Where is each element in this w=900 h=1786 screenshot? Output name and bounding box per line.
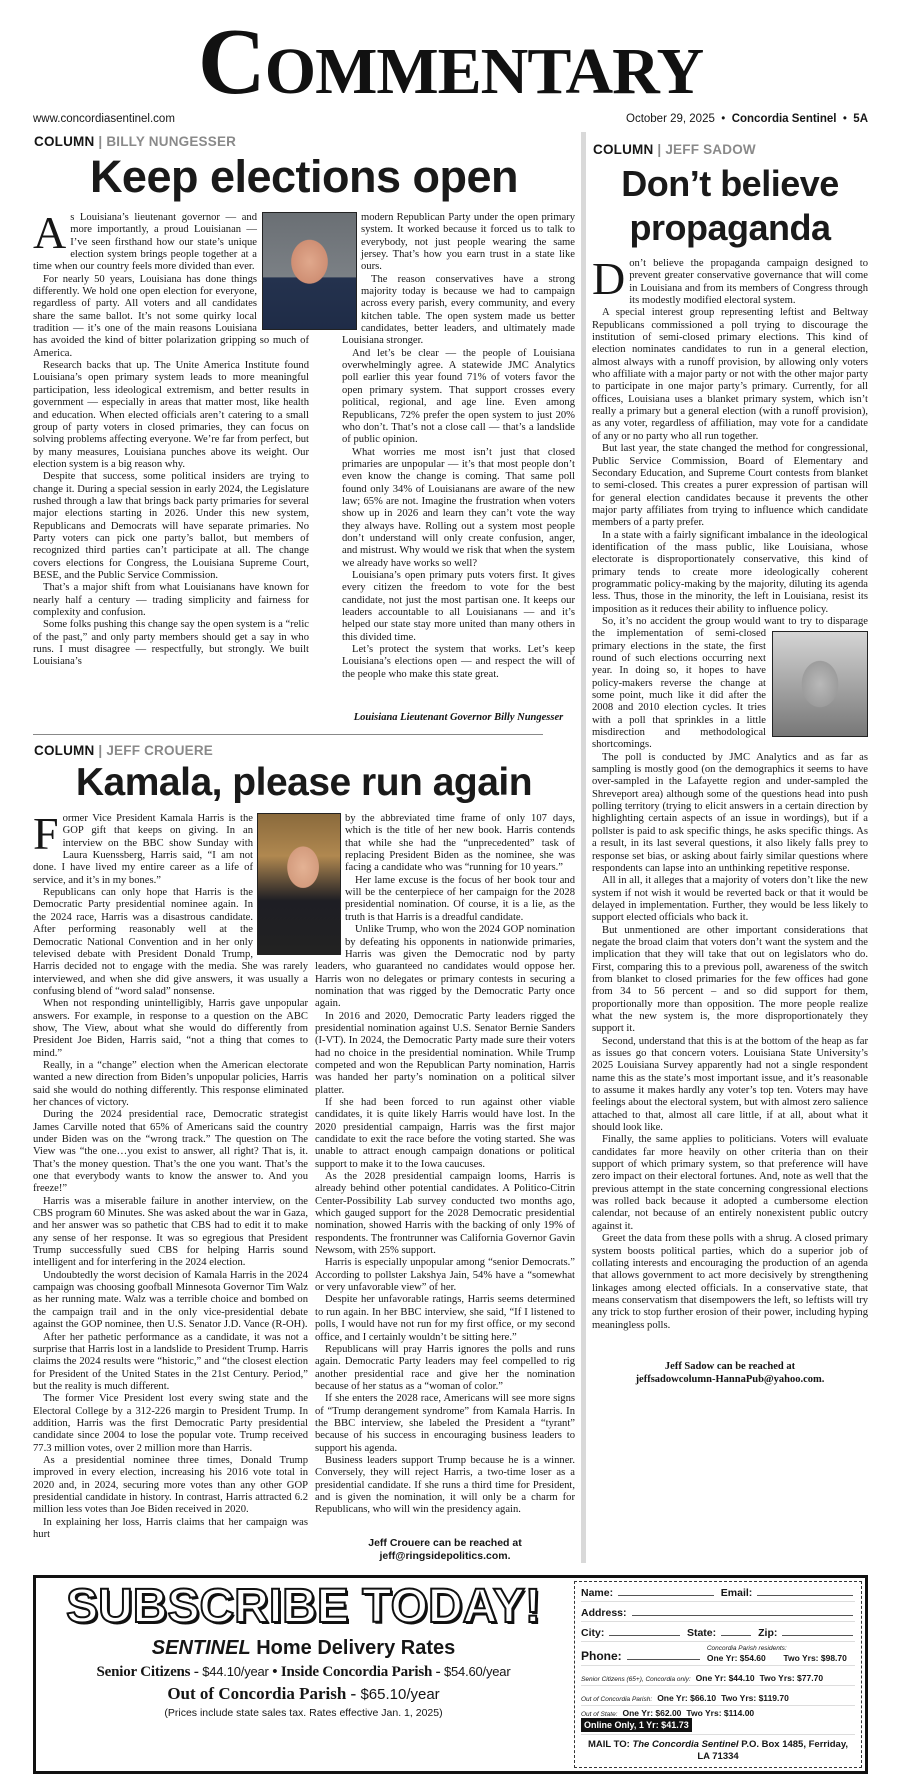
paragraph-text: on’t believe the propaganda campaign designed to prevent greater conservative governance that will come in Louisiana and from its members of Congress through its modestly modified electoral system.	[629, 258, 868, 307]
paragraph-text: As a presidential nominee three times, Donald Trump improved in every election, increasing his 2016 vote total in 2020 and, in 2024, securing more votes than any other GOP presidential candidate in history. In contrast, Harris attracted 6.2 million less votes than Joe Biden received in 2020.	[33, 1454, 308, 1516]
article-column	[315, 813, 575, 1563]
paragraph-text: Really, in a “change” election when the American electorate wanted a new direction from Biden’s unpopular policies, Harris said she would do nothing differently. This response eliminated her chances of victory.	[33, 1059, 308, 1108]
paragraph	[592, 307, 868, 443]
paragraph	[33, 1393, 308, 1455]
paragraph-text: So, it’s no accident the group would want to try to disparage the implementation of semi-closed primary elections in the state, the first round of such elections occurring next year. In doing so, it hopes to have policy-makers reverse the change at some point, much like it did after the 2008 and 2010 election cycles. It tries with a poll that sprinkles in a little misdirection and methodological shortcomings.	[592, 615, 868, 751]
author-contact	[342, 711, 575, 724]
brand: SENTINEL	[151, 1636, 251, 1659]
kicker: COLUMN	[593, 142, 654, 157]
paragraph	[315, 924, 575, 1010]
paragraph	[592, 253, 868, 307]
headline: Keep elections open	[89, 151, 519, 202]
rate-value: One Yr: $54.60	[706, 1652, 766, 1663]
phone-field[interactable]	[627, 1659, 700, 1660]
paragraph-text: Business leaders support Trump because he is a winner. Conversely, they will reject Harris, a two-time loser as a presidential candidate. If she runs a third time for President, and is given the nomination, it will only be a charm for Republicans, who will win the presidency again.	[315, 1454, 575, 1516]
paragraph	[33, 360, 309, 471]
paragraph	[315, 1011, 575, 1097]
mail-name: The Concordia Sentinel	[632, 1738, 739, 1750]
rate-value: One Yr: $62.00	[622, 1707, 682, 1718]
paragraph	[592, 925, 868, 1036]
paragraph	[33, 1332, 308, 1394]
kicker: COLUMN	[34, 134, 95, 149]
paragraph-text: After her pathetic performance as a candidate, it was not a surprise that Harris lost in a landslide to President Trump. Harris claims the 2024 results were “historic,” and “the closest election for President of the United States in the 21st Century. Period,” but the reality is much different.	[33, 1331, 308, 1392]
paragraph	[592, 616, 868, 752]
divider	[33, 734, 543, 735]
subscribe-ad	[33, 1575, 868, 1774]
paragraph	[342, 348, 575, 447]
paragraph	[592, 1134, 868, 1233]
paragraph-text: modern Republican Party under the open primary system. It worked because it forced us to talk to everybody, not just people wearing the same jersey. That’s how you earn trust in a state like ours.	[361, 212, 575, 273]
rate-value: $65.10/year	[360, 1686, 440, 1704]
paragraph	[592, 752, 868, 875]
paragraph-text: Republicans can only hope that Harris is the Democratic Party presidential nominee again. In the 2024 race, Harris was a disastrous candidate. After performing reasonably well at the Democratic National Convention and in her only televised debate with President Donald Trump, Harris decided not to engage with the media. She was rarely interviewed, and when she did give answers, it was usually a confusing blend of “word salad” nonsense.	[33, 887, 308, 997]
headline	[592, 162, 868, 250]
paragraph	[592, 1233, 868, 1332]
headline: Kamala, please run again	[75, 761, 533, 805]
rates-line	[40, 1663, 567, 1682]
paragraph-text: In explaining her loss, Harris claims that her campaign was hurt	[33, 1516, 308, 1540]
author-photo	[257, 813, 341, 955]
paragraph-text: Second, understand that this is at the bottom of the heap as far as issues go that concern voters. Louisiana State University’s 2025 Louisiana Survey apparently had not a single respondent name this as the state’s most important issue, and it’s reasonable to assume it makes hardly any voter’s top ten. Voters may have feelings about the electoral system, but with almost zero salience attached to that, almost all care little, if at all, about what it should look like.	[592, 1035, 868, 1134]
paragraph	[33, 1455, 308, 1517]
contact-line: Louisiana Lieutenant Governor Billy Nungesser	[353, 712, 564, 724]
paragraph	[315, 1455, 575, 1517]
paragraph	[342, 212, 575, 274]
paragraph-text: Despite her unfavorable ratings, Harris seems determined to run again. In her BBC interview, she said, “If I listened to polls, I would have not run for my first office, or my second office, and I certainly wouldn’t be sitting here.”	[315, 1294, 575, 1343]
subscribe-rates	[36, 1578, 571, 1771]
paragraph	[315, 1344, 575, 1393]
online-rate-badge: Online Only, 1 Yr: $41.73	[581, 1718, 692, 1732]
separator: •	[842, 113, 847, 125]
page-number: 5A	[853, 113, 868, 125]
rate-label: Concordia Parish residents:	[706, 1644, 787, 1652]
column-label	[34, 134, 575, 150]
dateline	[33, 112, 868, 126]
article-body	[33, 808, 575, 1563]
paragraph-text: Finally, the same applies to politicians. Voters will evaluate candidates far more heavily on other criteria than on their support of which primary system, so that preference will have zero impact on their electoral fortunes. And, note as well that the previous attempt in the state concerning congressional elections was rolled back because it adopted a cumbersome election calendar, not because of an entirely nonexistent public outcry against it.	[592, 1134, 868, 1232]
paragraph-text: A special interest group representing leftist and Beltway Republicans commissioned a poll trying to discourage the institution of semi-closed primary elections. This kind of election nominates candidates to run in a general election, almost always with a runoff provision, by allowing only voters who affiliate with a major party or not with the other major party to participate in one major party’s primary. Currently, for all offices, Louisiana uses a blanket primary system, which isn’t really a primary but a general election (with a runoff provision), as any voter, regardless of affiliation, may vote for a candidate of any or no party who all run together.	[592, 307, 868, 442]
phone-label: Phone:	[581, 1648, 622, 1663]
paragraph	[33, 619, 309, 668]
paragraph	[315, 1171, 575, 1257]
author-name: | BILLY NUNGESSER	[98, 134, 237, 149]
paragraph-text: The former Vice President lost every swing state and the Electoral College by a 312-226 margin to President Trump. In addition, Harris was the first Democratic Party presidential candidate since 2004 to lose the popular vote. Trump received 77.3 million votes, over 2 million more than Harris.	[33, 1393, 308, 1454]
paragraph-text: Research backs that up. The Unite America Institute found Louisiana’s open primary system leads to more meaningful participation, less ideological extremism, and better results in government — especially in areas that matter most, like health and education. When elected officials aren’t catering to a small group of party voters in closed primaries, they can focus on solving problems affecting everyone. We’re far from perfect, but by many measures, Louisiana punches above its weight. Our election system is a big reason why.	[33, 360, 309, 470]
rate-label: Senior Citizens -	[96, 1663, 203, 1680]
paragraph-text: Some folks pushing this change say the open system is a “relic of the past,” and only party members should get a say in who runs. I must disagree — respectfully, but strongly. We built Louisiana’s	[33, 619, 309, 668]
paragraph-text: If she enters the 2028 race, Americans will see more signs of “Trump derangement syndrome” from Kamala Harris. In the BBC interview, she labeled the President a “tyrant” because of his success in encouraging business leaders to support his agenda.	[315, 1393, 575, 1454]
paragraph	[315, 1097, 575, 1171]
address-label: Address:	[581, 1606, 627, 1619]
mail-address: P.O. Box 1485, Ferriday, LA 71334	[697, 1738, 849, 1762]
rate-value: Two Yrs: $119.70	[721, 1692, 789, 1703]
paragraph	[342, 274, 575, 348]
issue-date: October 29, 2025	[626, 113, 715, 125]
headline-line: Don’t believe	[621, 163, 839, 204]
column-label	[593, 142, 868, 158]
paragraph	[33, 1517, 308, 1542]
author-contact	[592, 1360, 868, 1386]
drop-cap: A	[33, 207, 67, 258]
name-field[interactable]	[618, 1595, 714, 1596]
left-section	[33, 132, 575, 1563]
page-body	[33, 132, 868, 1563]
rate-label: Inside Concordia Parish -	[280, 1663, 444, 1680]
paragraph-text: If she had been forced to run against other viable candidates, it is quite likely Harris would have lost. In the 2020 presidential campaign, Harris was the first major candidate to exit the race before the voting started. She was unable to attract enough campaign donations or political support to make it to the Iowa caucuses.	[315, 1096, 575, 1170]
separator: •	[721, 113, 726, 125]
paragraph-text: Louisiana’s open primary puts voters first. It gives every citizen the freedom to vote for the best candidate, not just the most partisan one. It keeps our leaders accountable to all Louisianans — and it’s helped our state stay more united than many others in this divided time.	[342, 569, 575, 643]
subscribe-title: SUBSCRIBE TODAY!	[66, 1579, 541, 1633]
email-label: Email:	[720, 1586, 753, 1599]
paragraph	[342, 570, 575, 644]
rates-note: (Prices include state sales tax. Rates effective Jan. 1, 2025)	[164, 1707, 443, 1720]
state-field[interactable]	[721, 1635, 751, 1636]
author-photo	[772, 631, 868, 737]
author-name: | JEFF SADOW	[657, 142, 756, 157]
paragraph	[33, 471, 309, 582]
paragraph-text: That’s a major shift from what Louisianans have known for nearly half a century — trading simplicity and fairness for complexity and confusion.	[33, 582, 309, 618]
column-label	[34, 743, 575, 759]
paragraph	[592, 443, 868, 529]
author-email-link[interactable]: jeffsadowcolumn-HannaPub@yahoo.com.	[635, 1373, 825, 1385]
paragraph-text: Greet the data from these polls with a shrug. A closed primary system boosts political parties, which do a superior job of collating interests and encouraging the production of an agenda that allows government to act more decisively by strengthening linkages among elected officials. In a conservative state, that means conservatism that disempowers the left, so leftists will try any trick to stop further erosion of their power, including hyping meaningless polls.	[592, 1233, 868, 1331]
zip-label: Zip:	[758, 1626, 778, 1639]
mail-label: MAIL TO:	[587, 1738, 633, 1750]
paper-name: Concordia Sentinel	[731, 113, 837, 125]
paragraph	[342, 447, 575, 570]
rate-value: Two Yrs: $98.70	[783, 1652, 847, 1663]
subscription-form	[574, 1581, 862, 1768]
rates-heading: Home Delivery Rates	[256, 1636, 456, 1659]
paragraph-text: And let’s be clear — the people of Louisiana overwhelmingly agree. A statewide JMC Analytics poll earlier this year found 71% of voters favor the open primary system. That support crosses every political, regional, and age line. Even among Republicans, 72% prefer the open system to just 20% who don’t. That’s not a close call — that’s a landslide of public opinion.	[342, 347, 575, 446]
paragraph-text: All in all, it alleges that a majority of voters don’t like the new system if not wish it would be reverted back or that it would be delayed in implementation. Further, they would be less likely to support elected officials who back it.	[592, 875, 868, 924]
paragraph-text: The poll is conducted by JMC Analytics and as far as sampling is mostly good (on the demographics it seems to have over-sampled in the Lafayette region and under-sampled the Shreveport area) although some of the questions head into push polling territory (trying to elicit answers in a certain direction by highlighting certain aspects of an issue in wordings), but if a pollster is paid to ask specific things, he asks specific things. As a result, in its last several questions, it also likely falls prey to response set bias, or asking about fairly similar questions where respondents can lapse into an unthinking repetitive response.	[592, 751, 868, 874]
right-section	[592, 132, 868, 1563]
paragraph	[33, 582, 309, 619]
rate-label: Senior Citizens (65+), Concordia only:	[581, 1675, 691, 1683]
paragraph	[342, 644, 575, 681]
paragraph-text: Harris was a miserable failure in another interview, on the CBS program 60 Minutes. She was asked about the war in Gaza, and her answer was so pathetic that CBS had to edit it to make any sense of her response. It was so egregious that President Trump successfully sued CBS for helping Harris sound intelligent and for interfering in the 2024 election.	[33, 1195, 308, 1269]
paragraph	[33, 998, 308, 1060]
paragraph-text: As the 2028 presidential campaign looms, Harris is already behind other potential candidates. A Politico-Citrin Center-Possibility Lab survey conducted two months ago, which gauged support for the 2028 Democratic presidential nomination, showed Harris with the backing of only 19% of respondents. The frontrunner was California Governor Gavin Newsom, with 25% support.	[315, 1171, 575, 1257]
contact-line: Jeff Crouere can be reached at	[368, 1536, 522, 1549]
paragraph-text: When not responding unintelligibly, Harris gave unpopular answers. For example, in response to a question on the ABC show, The View, about what she would do differently from President Joe Biden, Harris said, “not a thing that comes to mind.”	[33, 998, 308, 1059]
paragraph	[315, 1393, 575, 1455]
rate-value: Two Yrs: $77.70	[759, 1672, 824, 1683]
paragraph	[315, 813, 575, 875]
paragraph-text: Let’s protect the system that works. Let’s keep Louisiana’s elections open — and respect the will of the people who make this state great.	[342, 644, 575, 680]
name-label: Name:	[581, 1586, 614, 1599]
contact-line: Jeff Sadow can be reached at	[664, 1360, 796, 1372]
paragraph-text: For nearly 50 years, Louisiana has done things differently. We hold one open election for everyone, regardless of party. All voters and all candidates share the same ballot. It’s not some quirky local tradition — it’s one of the main reasons Louisiana has avoided the kind of bitter polarization gripping so much of America.	[33, 273, 309, 359]
rate-value: Two Yrs: $114.00	[686, 1707, 755, 1718]
state-label: State:	[686, 1626, 717, 1639]
paragraph	[33, 1270, 308, 1332]
paragraph	[592, 1036, 868, 1135]
paragraph-text: by the abbreviated time frame of only 107 days, which is the title of her new book. Harris contends that while she had the “unprecedented” task of replacing President Biden as the nominee, she was facing a candidate who was “running for 10 years.”	[345, 813, 575, 874]
rate-label: Out of Concordia Parish:	[581, 1695, 653, 1703]
paragraph-text: In 2016 and 2020, Democratic Party leaders rigged the presidential nomination against U.S. Senator Bernie Sanders (I-VT). In 2024, the Democratic Party made sure their voters had no choice in the presidential nomination. While Trump competed and won the Republican Party nomination, Harris was handed her party’s nomination on a political silver platter.	[315, 1010, 575, 1096]
paragraph-text: Undoubtedly the worst decision of Kamala Harris in the 2024 campaign was choosing goofball Minnesota Governor Tim Walz as her running mate. Walz was a terrible choice and bombed on the campaign trail and in the only vice-presidential debate against the GOP nominee, then U.S. Senator J.D. Vance (R-OH).	[33, 1269, 308, 1331]
paragraph-text: Her lame excuse is the focus of her book tour and will be the centerpiece of her campaign for the 2028 presidential nomination. Of course, it is a lie, as the truth is that Harris is a dreadful candidate.	[345, 874, 575, 923]
email-field[interactable]	[757, 1595, 853, 1596]
paragraph	[33, 1196, 308, 1270]
paragraph-text: In a state with a fairly significant imbalance in the ideological identification of the mass public, like Louisiana, whose electorate is disproportionately conservative, this kind of primary tends to create more ideologically coherent programmatic policy-making by the majority, diluting its agenda less. Thus, those in the minority, the left in Louisiana, resist its imposition as it reduces their ability to influence policy.	[592, 529, 868, 615]
separator: •	[268, 1663, 281, 1680]
rate-value: One Yr: $44.10	[695, 1672, 755, 1683]
paragraph-text: Unlike Trump, who won the 2024 GOP nomination by defeating his opponents in nationwide primaries, Harris was given the Democratic nod by party leaders, who guaranteed no candidates would oppose her. Harris won no delegates or primary contests in securing a nomination that was rigged by the Democratic Party once again.	[315, 924, 575, 1010]
issue-info	[626, 112, 868, 126]
rates-title	[40, 1636, 567, 1661]
website-link[interactable]: www.concordiasentinel.com	[33, 113, 175, 125]
author-email-link[interactable]: jeff@ringsidepolitics.com.	[379, 1549, 511, 1562]
rate-value: $54.60/year	[444, 1663, 511, 1679]
paragraph-text: ormer Vice President Kamala Harris is the GOP gift that keeps on giving. In an interview on the BBC show Sunday with Laura Kuenssberg, Harris said, “I am not done. I have lived my entire career as a life of service, and it’s in my bones.”	[33, 813, 253, 886]
drop-cap: F	[33, 808, 59, 860]
column-rule	[581, 132, 586, 1563]
city-field[interactable]	[609, 1635, 680, 1636]
rate-label: Out of Concordia Parish -	[167, 1684, 361, 1704]
paragraph-text: s Louisiana’s lieutenant governor — and more importantly, a proud Louisianan — I’ve seen firsthand how our state’s unique election system brings people together at a time when our country feels more divided than ever.	[33, 212, 257, 273]
zip-field[interactable]	[782, 1635, 853, 1636]
rate-value: $44.10/year	[202, 1663, 269, 1679]
paragraph-text: Republicans will pray Harris ignores the polls and runs again. Democratic Party leaders may feel compelled to rig another presidential race and give her the nomination because of her status as a “woman of color.”	[315, 1343, 575, 1392]
city-label: City:	[581, 1626, 605, 1639]
paragraph	[315, 1294, 575, 1343]
article-column	[342, 212, 575, 724]
paragraph-text: Despite that success, some political insiders are trying to change it. During a special session in early 2024, the Legislature rushed through a law that brings back party primaries for several major elections starting in 2026. Under this new system, Republicans and Democrats will have separate primaries. No Party voters can pick one party’s ballot, but members of recognized third parties can’t participate at all. The change covers elections for Congress, the Louisiana Supreme Court, BESE, and the Public Service Commission.	[33, 471, 309, 581]
paragraph	[315, 875, 575, 924]
paragraph-text: The reason conservatives have a strong majority today is because we had to campaign across every parish, every community, and every kitchen table. The open system made us better candidates, better leaders, and ultimately made Louisiana stronger.	[342, 273, 575, 347]
paragraph	[592, 875, 868, 924]
headline-line: propaganda	[629, 207, 831, 248]
paragraph	[315, 1257, 575, 1294]
paragraph-text: But unmentioned are other important considerations that negate the broad claim that voters don’t want the system and the implication that they will take that out on legislators who do. First, comparing this to a previous poll, awareness of the switch from blanket to closed primaries for the few offices had gone from 34 to 56 percent – and so did support for them, proportionally more than opposition. The more people realize what the new system is, the more disproportionately they support it.	[592, 924, 868, 1035]
author-contact	[315, 1537, 575, 1563]
article-column	[592, 253, 868, 1386]
paragraph-text: But last year, the state changed the method for congressional, Public Service Commission, Board of Elementary and Secondary Education, and Supreme Court contests from blanket to semi-closed. This creates a purer expression of partisan will for general election candidates because it prevents the other major party affiliates from trying to influence which candidate members of a party prefer.	[592, 443, 868, 529]
paragraph-text: Harris is especially unpopular among “senior Democrats.” According to pollster Lakshya Jain, 54% have a “somewhat or very unfavorable view” of her.	[315, 1257, 575, 1294]
section-masthead: Commentary	[197, 10, 704, 114]
rate-value: One Yr: $66.10	[657, 1692, 717, 1703]
mail-to	[581, 1739, 855, 1763]
rate-label: Out of State:	[581, 1710, 618, 1718]
paragraph-text: What worries me most isn’t just that closed primaries are unpopular — it’s that most people don’t even know the change is coming. That same poll found only 34% of Louisianans are aware of the new law; 65% are not. Imagine the frustration when voters show up in 2026 and learn they can’t vote the way they always have. Rolling out a system most people don’t understand will only create confusion, anger, and mistrust. Why would we risk that when the system we already have works so well?	[342, 446, 575, 569]
paragraph	[33, 1060, 308, 1109]
paragraph	[33, 1109, 308, 1195]
rates-line	[40, 1683, 567, 1705]
article-body	[33, 207, 575, 724]
kicker: COLUMN	[34, 743, 95, 759]
author-photo	[262, 212, 357, 330]
paragraph	[592, 530, 868, 616]
address-field[interactable]	[632, 1615, 853, 1616]
author-name: | JEFF CROUERE	[98, 743, 213, 759]
drop-cap: D	[592, 253, 626, 304]
paragraph-text: During the 2024 presidential race, Democratic strategist James Carville noted that 65% of Americans said the country under Biden was on the “wrong track.” The question on The View was “the one…you exist to answer, all right? That is, it. That’s the money question. That’s the one you want. That’s the one that everybody wants to know the answer to. And you freeze!”	[33, 1109, 308, 1195]
